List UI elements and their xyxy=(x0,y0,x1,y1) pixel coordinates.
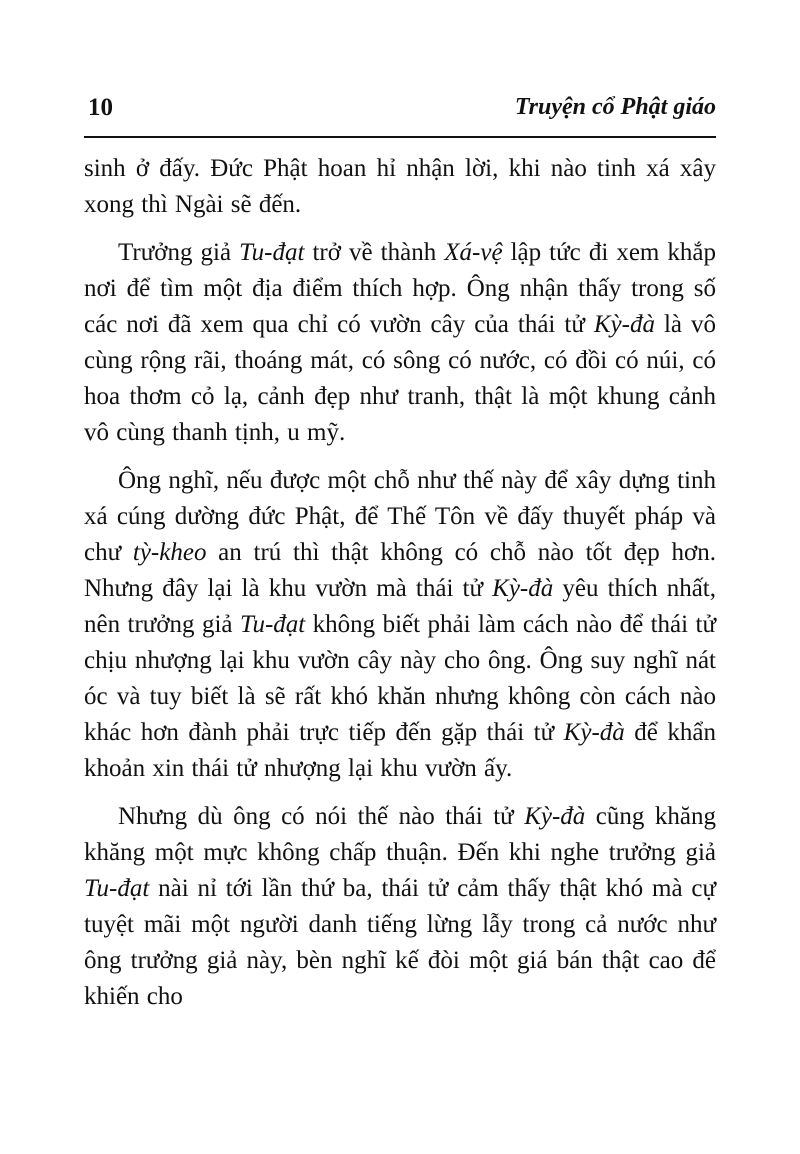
text-run: lập tức đi xem khắp nơi để tìm một địa điểm thích hợp. Ông nhận thấy trong số các nơi đã xem qua chỉ có vườn cây của thái tử xyxy=(84,239,716,338)
text-run: để khẩn khoản xin thái tử nhượng lại khu vườn ấy. xyxy=(84,719,716,782)
text-run: cũng khăng khăng một mực không chấp thuận. Đến khi nghe trưởng giả xyxy=(84,803,716,866)
paragraph-1 xyxy=(84,151,716,223)
text-run: Nhưng dù ông có nói thế nào thái tử xyxy=(118,803,525,830)
text-run: không biết phải làm cách nào để thái tử chịu nhượng lại khu vườn cây này cho ông. Ông suy nghĩ nát óc và tuy biết là sẽ rất khó khăn nhưng không còn cách nào khác hơn đành phải trực tiếp đến gặp thái tử xyxy=(84,611,716,746)
italic-term: Kỳ-đà xyxy=(524,803,586,830)
text-run: yêu thích nhất, nên trưởng giả xyxy=(84,575,716,638)
italic-term: Kỳ-đà xyxy=(563,719,625,746)
italic-term: tỳ-kheo xyxy=(132,539,207,566)
running-title: Truyện cổ Phật giáo xyxy=(514,94,716,120)
text-run: Ông nghĩ, nếu được một chỗ như thế này để xây dựng tinh xá cúng dường đức Phật, để Thế Tôn về đấy thuyết pháp và chư xyxy=(84,467,716,566)
text-run: nài nỉ tới lần thứ ba, thái tử cảm thấy thật khó mà cự tuyệt mãi một người danh tiếng lừng lẫy trong cả nước như ông trưởng giả này, bèn nghĩ kế đòi một giá bán thật cao để khiến cho xyxy=(84,875,716,1010)
text-run: trở về thành xyxy=(304,239,445,266)
italic-term: Xá-vệ xyxy=(444,239,503,266)
header-rule xyxy=(84,136,716,138)
paragraph-2 xyxy=(84,235,716,451)
italic-term: Kỳ-đà xyxy=(492,575,554,602)
italic-term: Tu-đạt xyxy=(84,875,150,902)
text-run: là vô cùng rộng rãi, thoáng mát, có sông có nước, có đồi có núi, có hoa thơm cỏ lạ, cảnh đẹp như tranh, thật là một khung cảnh vô cùng thanh tịnh, u mỹ. xyxy=(84,311,716,446)
page-header xyxy=(84,92,716,132)
paragraph-4 xyxy=(84,799,716,1015)
body-text xyxy=(84,151,716,1015)
italic-term: Tu-đạt xyxy=(239,611,306,638)
text-run: an trú thì thật không có chỗ nào tốt đẹp hơn. Nhưng đây lại là khu vườn mà thái tử xyxy=(84,539,716,602)
italic-term: Tu-đạt xyxy=(239,239,305,266)
italic-term: Kỳ-đà xyxy=(593,311,655,338)
text-run: Trưởng giả xyxy=(118,239,240,266)
page-number: 10 xyxy=(88,94,113,121)
text-run: sinh ở đấy. Đức Phật hoan hỉ nhận lời, khi nào tinh xá xây xong thì Ngài sẽ đến. xyxy=(84,155,716,218)
paragraph-3 xyxy=(84,463,716,787)
